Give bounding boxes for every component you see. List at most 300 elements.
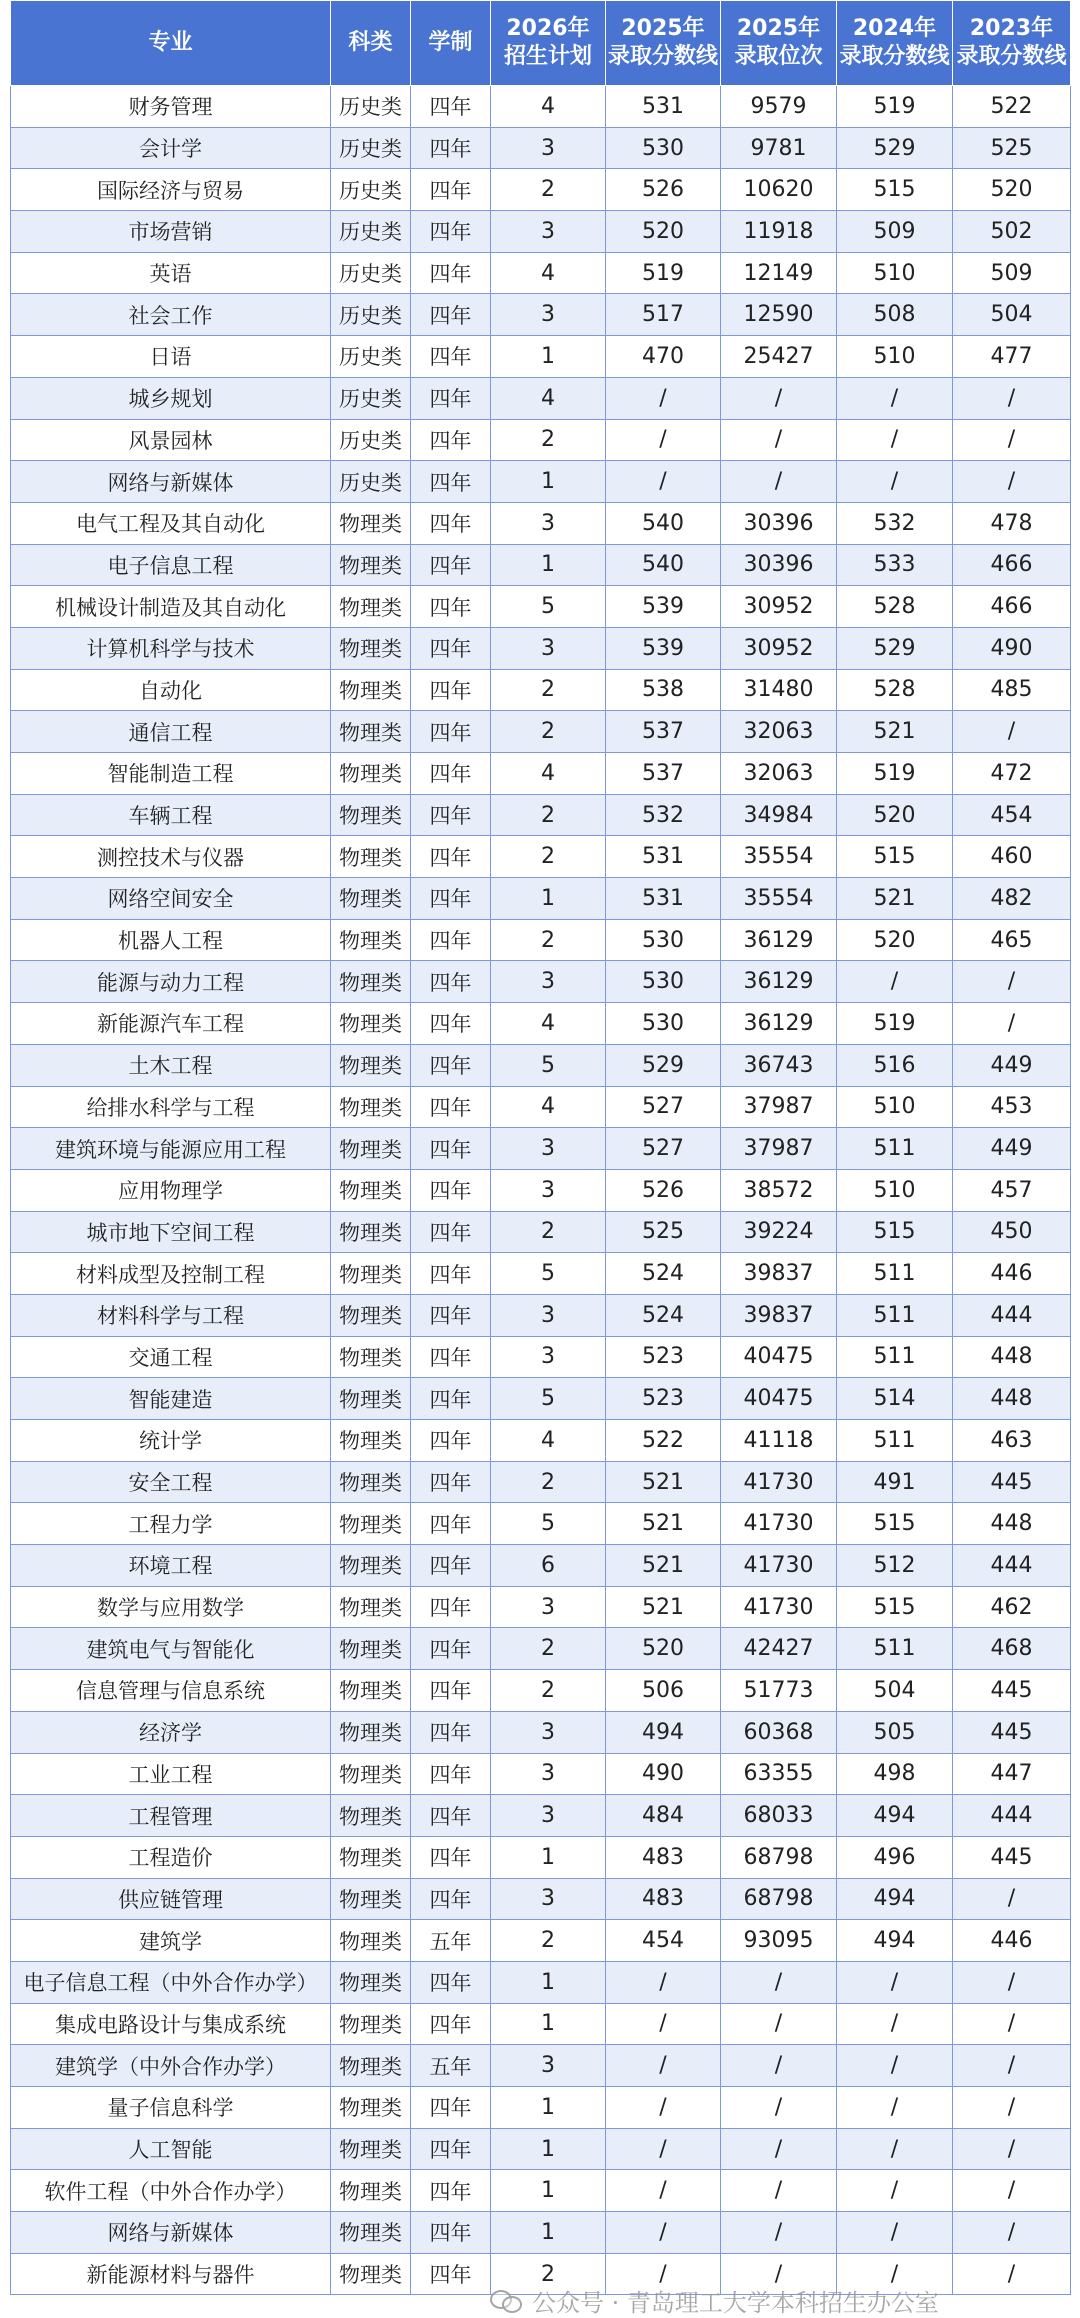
header-duration (411, 1, 491, 86)
cell-score-2025: / (606, 1961, 721, 2003)
cell-score-2025: 521 (606, 1586, 721, 1628)
cell-duration: 四年 (411, 1336, 491, 1378)
table-row (11, 1420, 1071, 1462)
cell-score-2025: 540 (606, 544, 721, 586)
cell-score-2023: 522 (953, 86, 1071, 128)
cell-plan-2026: 6 (491, 1545, 606, 1587)
cell-score-2025: 537 (606, 753, 721, 795)
cell-duration: 四年 (411, 1795, 491, 1837)
cell-score-2025: 520 (606, 1628, 721, 1670)
cell-major: 自动化 (11, 669, 331, 711)
cell-score-2024: 494 (837, 1878, 953, 1920)
cell-category: 物理类 (331, 1169, 411, 1211)
cell-duration: 五年 (411, 1920, 491, 1962)
header-score-2025-line2: 录取分数线 (607, 44, 718, 69)
cell-duration: 四年 (411, 502, 491, 544)
cell-duration: 四年 (411, 252, 491, 294)
cell-score-2024: 519 (837, 86, 953, 128)
table-row (11, 1169, 1071, 1211)
table-row (11, 2087, 1071, 2129)
table-row (11, 1586, 1071, 1628)
cell-score-2025: / (606, 2170, 721, 2212)
cell-score-2025: 524 (606, 1294, 721, 1336)
cell-duration: 四年 (411, 1003, 491, 1045)
cell-rank-2025: 41730 (721, 1545, 837, 1587)
table-row (11, 961, 1071, 1003)
table-row (11, 1670, 1071, 1712)
cell-rank-2025: / (721, 377, 837, 419)
table-row (11, 2253, 1071, 2295)
cell-rank-2025: 41730 (721, 1586, 837, 1628)
table-row (11, 127, 1071, 169)
admission-table-container (10, 0, 1070, 2295)
table-row (11, 1461, 1071, 1503)
table-row (11, 1211, 1071, 1253)
cell-score-2023: 447 (953, 1753, 1071, 1795)
table-row (11, 252, 1071, 294)
table-row (11, 211, 1071, 253)
cell-score-2025: 490 (606, 1753, 721, 1795)
cell-plan-2026: 3 (491, 1711, 606, 1753)
cell-score-2025: 531 (606, 836, 721, 878)
cell-score-2023: / (953, 2253, 1071, 2295)
table-row (11, 627, 1071, 669)
cell-plan-2026: 3 (491, 1753, 606, 1795)
cell-plan-2026: 1 (491, 336, 606, 378)
cell-rank-2025: 12590 (721, 294, 837, 336)
cell-duration: 四年 (411, 1461, 491, 1503)
cell-rank-2025: 36129 (721, 1003, 837, 1045)
header-score-2025-line1: 2025年 (621, 16, 705, 41)
cell-rank-2025: / (721, 2087, 837, 2129)
cell-duration: 四年 (411, 627, 491, 669)
table-row (11, 2170, 1071, 2212)
cell-major: 建筑学 (11, 1920, 331, 1962)
cell-major: 建筑电气与智能化 (11, 1628, 331, 1670)
cell-major: 集成电路设计与集成系统 (11, 2003, 331, 2045)
cell-category: 物理类 (331, 627, 411, 669)
cell-plan-2026: 3 (491, 1795, 606, 1837)
cell-major: 机器人工程 (11, 919, 331, 961)
cell-duration: 四年 (411, 1670, 491, 1712)
cell-duration: 四年 (411, 1169, 491, 1211)
cell-rank-2025: 9579 (721, 86, 837, 128)
cell-major: 国际经济与贸易 (11, 169, 331, 211)
table-row (11, 1836, 1071, 1878)
cell-plan-2026: 5 (491, 1378, 606, 1420)
cell-score-2024: / (837, 2212, 953, 2254)
cell-major: 计算机科学与技术 (11, 627, 331, 669)
cell-major: 应用物理学 (11, 1169, 331, 1211)
cell-duration: 四年 (411, 1878, 491, 1920)
cell-score-2023: 525 (953, 127, 1071, 169)
cell-score-2023: 445 (953, 1836, 1071, 1878)
cell-category: 物理类 (331, 1961, 411, 2003)
cell-score-2025: / (606, 2253, 721, 2295)
cell-plan-2026: 2 (491, 2253, 606, 2295)
cell-major: 新能源汽车工程 (11, 1003, 331, 1045)
cell-score-2024: / (837, 2087, 953, 2129)
cell-plan-2026: 4 (491, 1420, 606, 1462)
cell-score-2024: 504 (837, 1670, 953, 1712)
cell-rank-2025: 39837 (721, 1253, 837, 1295)
cell-score-2025: / (606, 419, 721, 461)
cell-score-2024: 498 (837, 1753, 953, 1795)
cell-plan-2026: 2 (491, 1920, 606, 1962)
cell-score-2024: 516 (837, 1044, 953, 1086)
cell-score-2024: 533 (837, 544, 953, 586)
cell-duration: 四年 (411, 1086, 491, 1128)
cell-score-2023: 468 (953, 1628, 1071, 1670)
cell-major: 供应链管理 (11, 1878, 331, 1920)
cell-score-2023: / (953, 2128, 1071, 2170)
cell-major: 工程管理 (11, 1795, 331, 1837)
cell-plan-2026: 3 (491, 294, 606, 336)
cell-score-2024: 520 (837, 919, 953, 961)
cell-score-2023: 490 (953, 627, 1071, 669)
cell-major: 通信工程 (11, 711, 331, 753)
cell-plan-2026: 3 (491, 1169, 606, 1211)
cell-rank-2025: 38572 (721, 1169, 837, 1211)
cell-score-2023: 502 (953, 211, 1071, 253)
cell-rank-2025: 10620 (721, 169, 837, 211)
cell-plan-2026: 2 (491, 169, 606, 211)
header-plan-2026-line2: 招生计划 (503, 44, 592, 69)
cell-rank-2025: 51773 (721, 1670, 837, 1712)
cell-score-2024: 532 (837, 502, 953, 544)
cell-major: 城乡规划 (11, 377, 331, 419)
cell-category: 物理类 (331, 544, 411, 586)
cell-plan-2026: 5 (491, 1044, 606, 1086)
cell-score-2024: 511 (837, 1628, 953, 1670)
cell-major: 财务管理 (11, 86, 331, 128)
table-row (11, 2128, 1071, 2170)
cell-major: 工程力学 (11, 1503, 331, 1545)
header-score-2024-line2: 录取分数线 (839, 44, 950, 69)
cell-duration: 四年 (411, 836, 491, 878)
cell-plan-2026: 2 (491, 794, 606, 836)
cell-category: 物理类 (331, 1211, 411, 1253)
cell-duration: 四年 (411, 127, 491, 169)
cell-duration: 四年 (411, 461, 491, 503)
cell-major: 机械设计制造及其自动化 (11, 586, 331, 628)
cell-rank-2025: / (721, 419, 837, 461)
cell-rank-2025: 11918 (721, 211, 837, 253)
cell-category: 历史类 (331, 127, 411, 169)
cell-score-2023: 478 (953, 502, 1071, 544)
cell-plan-2026: 3 (491, 961, 606, 1003)
cell-score-2023: 445 (953, 1711, 1071, 1753)
cell-major: 工业工程 (11, 1753, 331, 1795)
cell-category: 物理类 (331, 1336, 411, 1378)
cell-rank-2025: 41730 (721, 1503, 837, 1545)
cell-score-2023: / (953, 961, 1071, 1003)
cell-duration: 四年 (411, 1378, 491, 1420)
cell-rank-2025: 39837 (721, 1294, 837, 1336)
cell-major: 日语 (11, 336, 331, 378)
cell-duration: 四年 (411, 1628, 491, 1670)
cell-plan-2026: 2 (491, 419, 606, 461)
table-row (11, 1920, 1071, 1962)
cell-score-2023: 462 (953, 1586, 1071, 1628)
cell-score-2023: 485 (953, 669, 1071, 711)
cell-plan-2026: 5 (491, 1253, 606, 1295)
header-score-2023-line2: 录取分数线 (956, 44, 1067, 69)
cell-plan-2026: 1 (491, 2003, 606, 2045)
cell-category: 物理类 (331, 1253, 411, 1295)
cell-score-2023: / (953, 2045, 1071, 2087)
cell-score-2023: 450 (953, 1211, 1071, 1253)
cell-rank-2025: 30952 (721, 586, 837, 628)
cell-score-2024: 529 (837, 127, 953, 169)
cell-category: 物理类 (331, 836, 411, 878)
cell-score-2025: 484 (606, 1795, 721, 1837)
cell-duration: 四年 (411, 1753, 491, 1795)
cell-rank-2025: 60368 (721, 1711, 837, 1753)
cell-category: 物理类 (331, 1378, 411, 1420)
cell-major: 量子信息科学 (11, 2087, 331, 2129)
cell-major: 材料科学与工程 (11, 1294, 331, 1336)
cell-rank-2025: 68798 (721, 1878, 837, 1920)
cell-major: 测控技术与仪器 (11, 836, 331, 878)
cell-plan-2026: 4 (491, 86, 606, 128)
cell-plan-2026: 1 (491, 461, 606, 503)
cell-plan-2026: 3 (491, 1336, 606, 1378)
table-row (11, 336, 1071, 378)
table-row (11, 2045, 1071, 2087)
cell-score-2023: 446 (953, 1253, 1071, 1295)
cell-category: 历史类 (331, 169, 411, 211)
cell-category: 物理类 (331, 1461, 411, 1503)
table-row (11, 669, 1071, 711)
cell-category: 历史类 (331, 86, 411, 128)
cell-rank-2025: 36743 (721, 1044, 837, 1086)
cell-major: 人工智能 (11, 2128, 331, 2170)
table-row (11, 1294, 1071, 1336)
cell-score-2023: / (953, 1003, 1071, 1045)
table-row (11, 2212, 1071, 2254)
cell-plan-2026: 3 (491, 127, 606, 169)
table-row (11, 711, 1071, 753)
cell-duration: 四年 (411, 2253, 491, 2295)
table-row (11, 1628, 1071, 1670)
cell-duration: 四年 (411, 419, 491, 461)
cell-rank-2025: / (721, 2128, 837, 2170)
cell-score-2024: 520 (837, 794, 953, 836)
cell-category: 物理类 (331, 1503, 411, 1545)
cell-score-2023: 445 (953, 1670, 1071, 1712)
cell-major: 城市地下空间工程 (11, 1211, 331, 1253)
cell-score-2024: / (837, 2045, 953, 2087)
table-row (11, 1795, 1071, 1837)
cell-score-2024: 519 (837, 1003, 953, 1045)
cell-category: 物理类 (331, 1795, 411, 1837)
cell-score-2025: 483 (606, 1878, 721, 1920)
cell-rank-2025: 41118 (721, 1420, 837, 1462)
cell-score-2024: / (837, 419, 953, 461)
cell-score-2024: 494 (837, 1920, 953, 1962)
cell-score-2023: 448 (953, 1336, 1071, 1378)
cell-category: 物理类 (331, 753, 411, 795)
cell-score-2023: 444 (953, 1545, 1071, 1587)
cell-category: 物理类 (331, 2128, 411, 2170)
cell-score-2024: 515 (837, 836, 953, 878)
cell-score-2025: 522 (606, 1420, 721, 1462)
cell-rank-2025: 36129 (721, 961, 837, 1003)
cell-major: 电气工程及其自动化 (11, 502, 331, 544)
cell-rank-2025: 31480 (721, 669, 837, 711)
cell-score-2023: 449 (953, 1128, 1071, 1170)
table-row (11, 377, 1071, 419)
cell-rank-2025: 42427 (721, 1628, 837, 1670)
cell-score-2025: 539 (606, 586, 721, 628)
cell-category: 物理类 (331, 586, 411, 628)
cell-duration: 四年 (411, 586, 491, 628)
cell-category: 物理类 (331, 1878, 411, 1920)
cell-score-2023: 457 (953, 1169, 1071, 1211)
header-score-2023-line1: 2023年 (969, 16, 1054, 41)
table-row (11, 878, 1071, 920)
cell-duration: 四年 (411, 753, 491, 795)
cell-rank-2025: 35554 (721, 836, 837, 878)
cell-plan-2026: 4 (491, 753, 606, 795)
header-major (11, 1, 331, 86)
cell-score-2025: 483 (606, 1836, 721, 1878)
cell-score-2025: 526 (606, 169, 721, 211)
cell-duration: 四年 (411, 2212, 491, 2254)
header-plan-2026-line1: 2026年 (506, 16, 590, 41)
table-row (11, 1128, 1071, 1170)
cell-category: 物理类 (331, 2253, 411, 2295)
cell-score-2023: / (953, 419, 1071, 461)
table-body (11, 86, 1071, 2295)
cell-score-2024: 521 (837, 878, 953, 920)
cell-duration: 四年 (411, 1211, 491, 1253)
header-score-2024 (837, 1, 953, 86)
cell-score-2023: 463 (953, 1420, 1071, 1462)
cell-score-2025: / (606, 2087, 721, 2129)
cell-plan-2026: 1 (491, 2087, 606, 2129)
cell-category: 物理类 (331, 1086, 411, 1128)
cell-score-2024: 509 (837, 211, 953, 253)
cell-score-2023: 504 (953, 294, 1071, 336)
table-row (11, 502, 1071, 544)
cell-duration: 四年 (411, 86, 491, 128)
cell-rank-2025: 68033 (721, 1795, 837, 1837)
cell-major: 经济学 (11, 1711, 331, 1753)
cell-category: 物理类 (331, 1545, 411, 1587)
cell-score-2023: / (953, 2003, 1071, 2045)
cell-duration: 四年 (411, 1128, 491, 1170)
cell-score-2025: 521 (606, 1545, 721, 1587)
cell-category: 物理类 (331, 1711, 411, 1753)
cell-score-2023: 448 (953, 1378, 1071, 1420)
cell-score-2025: 538 (606, 669, 721, 711)
cell-category: 物理类 (331, 1420, 411, 1462)
cell-score-2024: 511 (837, 1128, 953, 1170)
cell-score-2024: 511 (837, 1294, 953, 1336)
cell-duration: 四年 (411, 1294, 491, 1336)
cell-rank-2025: 41730 (721, 1461, 837, 1503)
cell-duration: 四年 (411, 2003, 491, 2045)
cell-major: 工程造价 (11, 1836, 331, 1878)
cell-score-2025: 520 (606, 211, 721, 253)
cell-score-2025: 523 (606, 1336, 721, 1378)
cell-category: 物理类 (331, 2045, 411, 2087)
cell-duration: 四年 (411, 1253, 491, 1295)
cell-category: 物理类 (331, 669, 411, 711)
cell-plan-2026: 4 (491, 1086, 606, 1128)
cell-score-2024: 491 (837, 1461, 953, 1503)
cell-category: 物理类 (331, 1586, 411, 1628)
cell-plan-2026: 4 (491, 377, 606, 419)
cell-rank-2025: 9781 (721, 127, 837, 169)
table-row (11, 1044, 1071, 1086)
cell-major: 给排水科学与工程 (11, 1086, 331, 1128)
cell-plan-2026: 1 (491, 2128, 606, 2170)
cell-major: 安全工程 (11, 1461, 331, 1503)
cell-rank-2025: / (721, 2045, 837, 2087)
table-row (11, 1253, 1071, 1295)
cell-duration: 四年 (411, 544, 491, 586)
header-category-label: 科类 (348, 30, 393, 55)
cell-category: 历史类 (331, 294, 411, 336)
cell-score-2025: 524 (606, 1253, 721, 1295)
header-score-2025 (606, 1, 721, 86)
cell-score-2024: 528 (837, 669, 953, 711)
cell-score-2023: / (953, 377, 1071, 419)
cell-category: 物理类 (331, 1920, 411, 1962)
table-row (11, 169, 1071, 211)
cell-duration: 五年 (411, 2045, 491, 2087)
cell-duration: 四年 (411, 878, 491, 920)
cell-plan-2026: 2 (491, 669, 606, 711)
cell-score-2023: 448 (953, 1503, 1071, 1545)
table-row (11, 836, 1071, 878)
cell-plan-2026: 2 (491, 1461, 606, 1503)
cell-plan-2026: 3 (491, 1878, 606, 1920)
cell-category: 物理类 (331, 1128, 411, 1170)
cell-rank-2025: / (721, 2253, 837, 2295)
cell-score-2023: 477 (953, 336, 1071, 378)
cell-plan-2026: 1 (491, 2212, 606, 2254)
cell-major: 市场营销 (11, 211, 331, 253)
table-row (11, 86, 1071, 128)
cell-score-2025: 539 (606, 627, 721, 669)
cell-score-2024: 496 (837, 1836, 953, 1878)
cell-category: 物理类 (331, 1294, 411, 1336)
cell-score-2025: 527 (606, 1086, 721, 1128)
cell-score-2025: 532 (606, 794, 721, 836)
cell-duration: 四年 (411, 1503, 491, 1545)
cell-duration: 四年 (411, 2170, 491, 2212)
cell-score-2023: / (953, 2087, 1071, 2129)
header-score-2024-line1: 2024年 (852, 16, 937, 41)
cell-major: 建筑环境与能源应用工程 (11, 1128, 331, 1170)
cell-category: 物理类 (331, 2212, 411, 2254)
cell-score-2025: 526 (606, 1169, 721, 1211)
cell-category: 历史类 (331, 336, 411, 378)
cell-score-2025: / (606, 377, 721, 419)
cell-duration: 四年 (411, 711, 491, 753)
cell-score-2024: 519 (837, 753, 953, 795)
cell-score-2025: / (606, 2045, 721, 2087)
table-header (11, 1, 1071, 86)
cell-score-2023: / (953, 711, 1071, 753)
cell-score-2025: 530 (606, 961, 721, 1003)
cell-rank-2025: 25427 (721, 336, 837, 378)
cell-score-2023: / (953, 1878, 1071, 1920)
